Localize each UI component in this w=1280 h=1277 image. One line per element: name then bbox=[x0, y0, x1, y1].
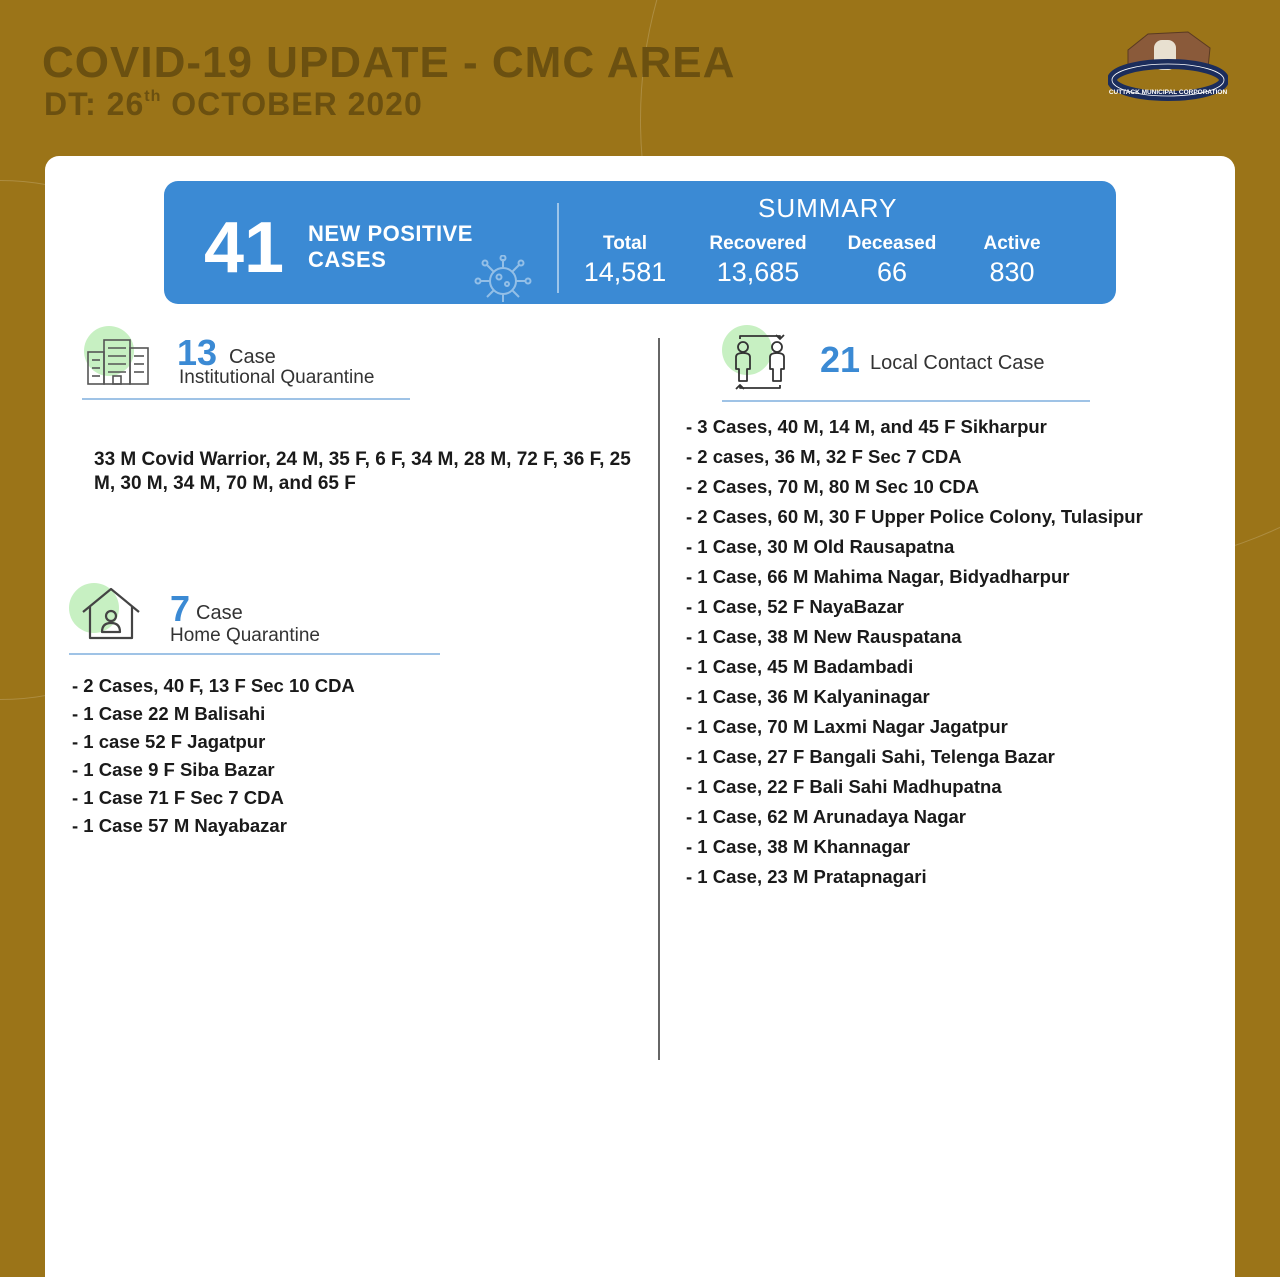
svg-text:CUTTACK MUNICIPAL CORPORATION: CUTTACK MUNICIPAL CORPORATION bbox=[1108, 89, 1228, 96]
list-item: - 2 Cases, 40 F, 13 F Sec 10 CDA bbox=[72, 675, 355, 696]
list-item: - 1 Case, 62 M Arunadaya Nagar bbox=[686, 806, 967, 827]
section-rule bbox=[82, 398, 410, 400]
institutional-case-word: Case bbox=[229, 346, 276, 368]
stat-total: Total 14,581 bbox=[583, 233, 667, 287]
list-item: - 1 Case, 27 F Bangali Sahi, Telenga Bazar bbox=[686, 746, 1055, 767]
cmc-logo bbox=[1108, 28, 1228, 108]
summary-divider bbox=[557, 203, 559, 293]
home-case-list bbox=[72, 672, 355, 840]
section-rule bbox=[69, 653, 440, 655]
home-count: 7 bbox=[170, 588, 191, 629]
list-item: - 3 Cases, 40 M, 14 M, and 45 F Sikharpur bbox=[686, 416, 1047, 437]
institutional-label: Institutional Quarantine bbox=[179, 367, 375, 388]
institutional-count: 13 bbox=[177, 332, 218, 373]
list-item: - 1 Case, 52 F NayaBazar bbox=[686, 596, 905, 617]
new-positive-label: NEW POSITIVE CASES bbox=[308, 221, 473, 272]
local-count: 21 bbox=[820, 339, 861, 380]
section-rule bbox=[722, 400, 1090, 402]
list-item: - 1 Case 57 M Nayabazar bbox=[72, 815, 287, 836]
page-date: DT: 26th OCTOBER 2020 bbox=[44, 86, 423, 122]
list-item: - 1 case 52 F Jagatpur bbox=[72, 731, 266, 752]
list-item: - 2 cases, 36 M, 32 F Sec 7 CDA bbox=[686, 446, 962, 467]
list-item: - 1 Case, 70 M Laxmi Nagar Jagatpur bbox=[686, 716, 1008, 737]
institutional-details: 33 M Covid Warrior, 24 M, 35 F, 6 F, 34 M, 28 M, 72 F, 36 F, 25 M, 30 M, 34 M, 70 M, and 65 F bbox=[94, 449, 631, 494]
building-icon bbox=[86, 338, 152, 386]
list-item: - 2 Cases, 70 M, 80 M Sec 10 CDA bbox=[686, 476, 980, 497]
stat-active: Active 830 bbox=[983, 233, 1041, 287]
list-item: - 1 Case, 45 M Badambadi bbox=[686, 656, 914, 677]
list-item: - 1 Case, 38 M Khannagar bbox=[686, 836, 911, 857]
stat-deceased: Deceased 66 bbox=[847, 233, 937, 287]
home-case-word: Case bbox=[196, 602, 243, 624]
summary-banner bbox=[164, 181, 1116, 304]
virus-icon bbox=[470, 255, 536, 305]
new-positive-count: 41 bbox=[204, 208, 285, 288]
list-item: - 1 Case, 36 M Kalyaninagar bbox=[686, 686, 930, 707]
list-item: - 1 Case, 23 M Pratapnagari bbox=[686, 866, 927, 887]
list-item: - 1 Case, 22 F Bali Sahi Madhupatna bbox=[686, 776, 1002, 797]
page-title: COVID-19 UPDATE - CMC AREA bbox=[42, 38, 736, 87]
list-item: - 1 Case, 66 M Mahima Nagar, Bidyadharpur bbox=[686, 566, 1070, 587]
list-item: - 2 Cases, 60 M, 30 F Upper Police Colony, Tulasipur bbox=[686, 506, 1143, 527]
list-item: - 1 Case, 38 M New Rauspatana bbox=[686, 626, 962, 647]
list-item: - 1 Case 9 F Siba Bazar bbox=[72, 759, 275, 780]
list-item: - 1 Case, 30 M Old Rausapatna bbox=[686, 536, 955, 557]
home-icon bbox=[80, 586, 142, 642]
home-label: Home Quarantine bbox=[170, 625, 320, 646]
contact-people-icon bbox=[728, 333, 792, 391]
list-item: - 1 Case 22 M Balisahi bbox=[72, 703, 266, 724]
stat-recovered: Recovered 13,685 bbox=[709, 233, 807, 287]
summary-title: SUMMARY bbox=[758, 193, 898, 223]
local-label: Local Contact Case bbox=[870, 352, 1045, 374]
list-item: - 1 Case 71 F Sec 7 CDA bbox=[72, 787, 284, 808]
column-divider bbox=[658, 338, 660, 1060]
local-case-list bbox=[686, 412, 1143, 892]
